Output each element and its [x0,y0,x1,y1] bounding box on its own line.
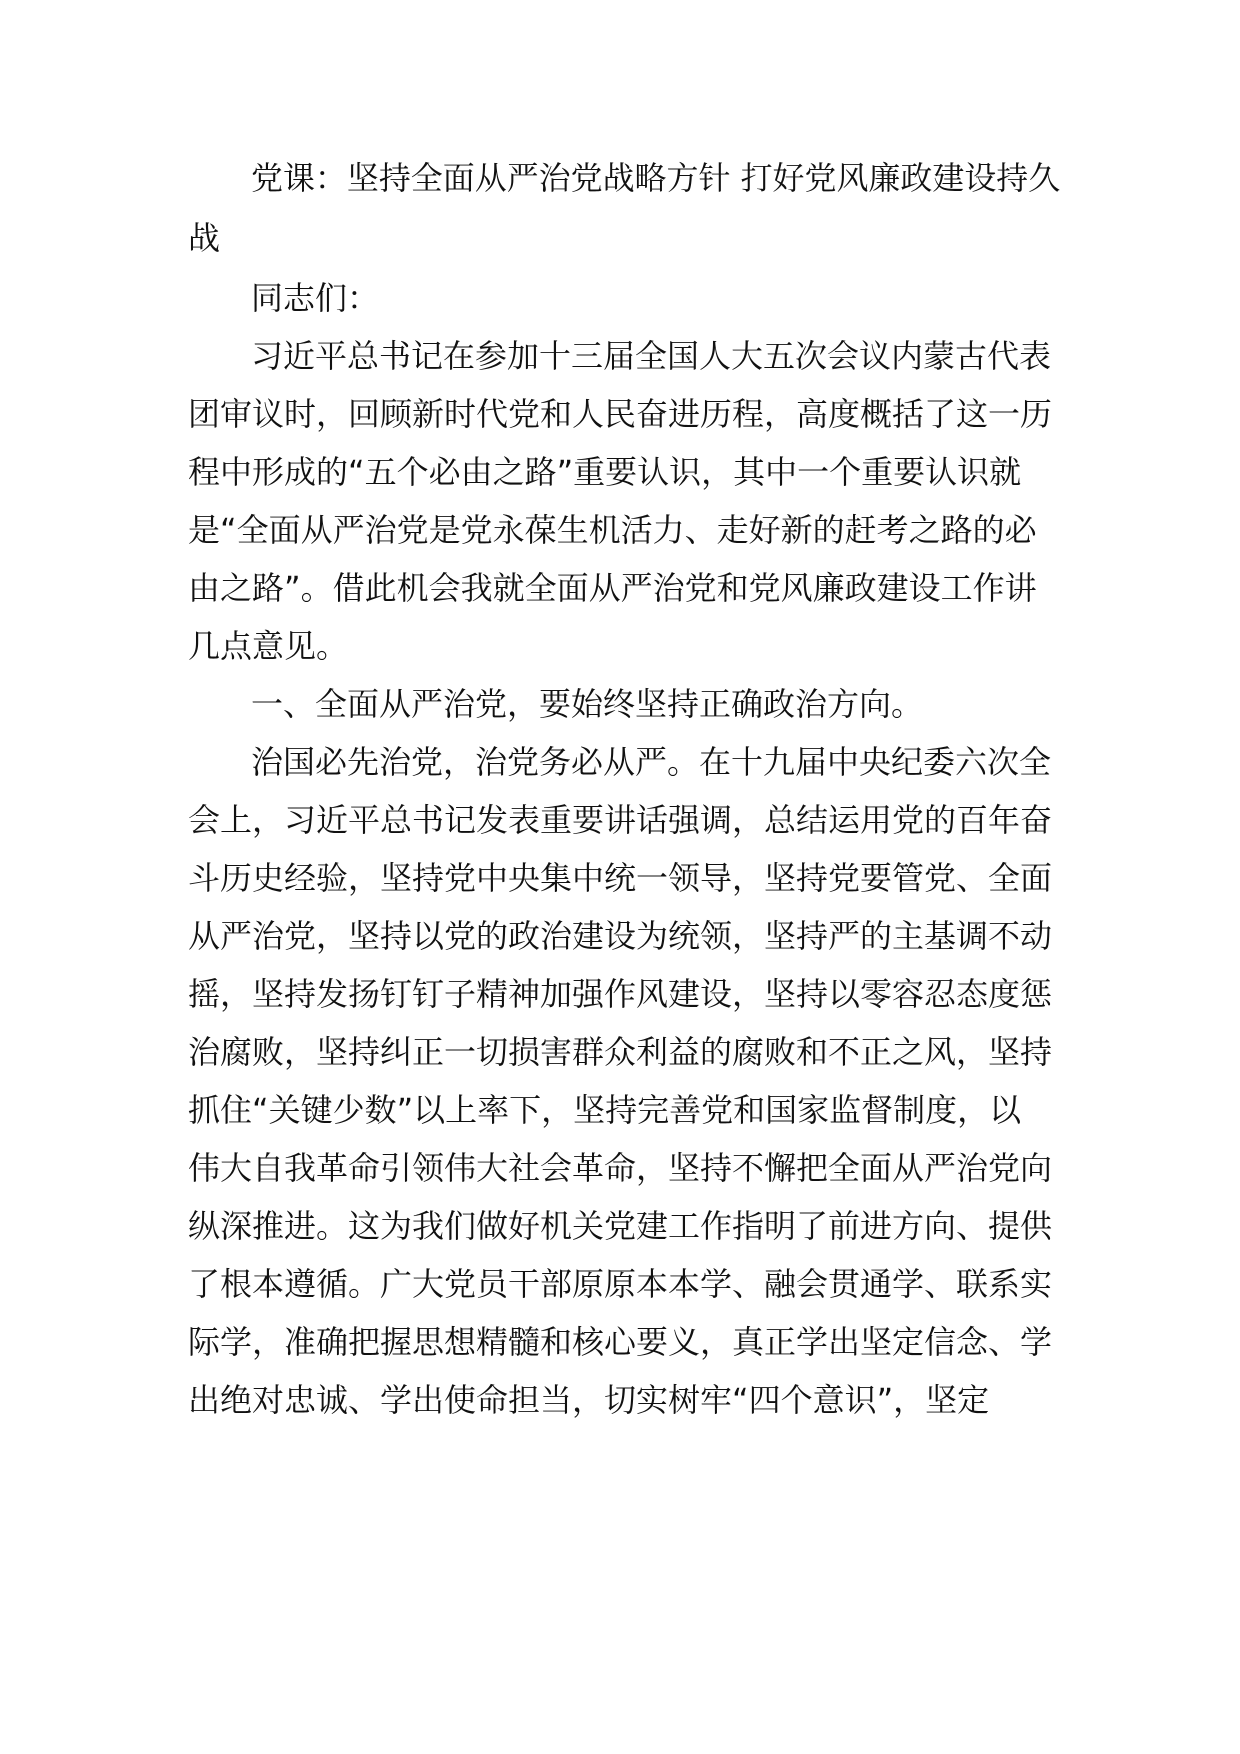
title-line: 战 [188,219,221,257]
paragraph-line: 出绝对忠诚、学出使命担当，切实树牢“四个意识”，坚定 [188,1381,990,1419]
section-heading: 一、全面从严治党，要始终坚持正确政治方向。 [251,685,924,723]
paragraph-line: 治腐败，坚持纠正一切损害群众利益的腐败和不正之风，坚持 [188,1033,1053,1071]
paragraph-line: 摇，坚持发扬钉钉子精神加强作风建设，坚持以零容忍态度惩 [188,975,1053,1013]
paragraph-line: 程中形成的“五个必由之路”重要认识，其中一个重要认识就 [188,453,1022,491]
paragraph-line: 治国必先治党，治党务必从严。在十九届中央纪委六次全 [251,743,1052,781]
salutation: 同志们： [251,279,380,317]
paragraph-line: 是“全面从严治党是党永葆生机活力、走好新的赶考之路的必 [188,511,1037,549]
paragraph-line: 由之路”。借此机会我就全面从严治党和党风廉政建设工作讲 [188,569,1037,607]
paragraph-line: 会上，习近平总书记发表重要讲话强调，总结运用党的百年奋 [188,801,1053,839]
paragraph-line: 习近平总书记在参加十三届全国人大五次会议内蒙古代表 [251,337,1052,375]
paragraph-line: 抓住“关键少数”以上率下，坚持完善党和国家监督制度，以 [188,1091,1022,1129]
paragraph-line: 纵深推进。这为我们做好机关党建工作指明了前进方向、提供 [188,1207,1053,1245]
paragraph-line: 际学，准确把握思想精髓和核心要义，真正学出坚定信念、学 [188,1323,1053,1361]
paragraph-line: 从严治党，坚持以党的政治建设为统领，坚持严的主基调不动 [188,917,1053,955]
paragraph-line: 团审议时，回顾新时代党和人民奋进历程，高度概括了这一历 [188,395,1053,433]
paragraph-line: 斗历史经验，坚持党中央集中统一领导，坚持党要管党、全面 [188,859,1053,897]
paragraph-line: 伟大自我革命引领伟大社会革命，坚持不懈把全面从严治党向 [188,1149,1053,1187]
paragraph-line: 几点意见。 [188,627,349,665]
title-line: 党课：坚持全面从严治党战略方针 打好党风廉政建设持久 [251,159,1061,197]
paragraph-line: 了根本遵循。广大党员干部原原本本学、融会贯通学、联系实 [188,1265,1053,1303]
